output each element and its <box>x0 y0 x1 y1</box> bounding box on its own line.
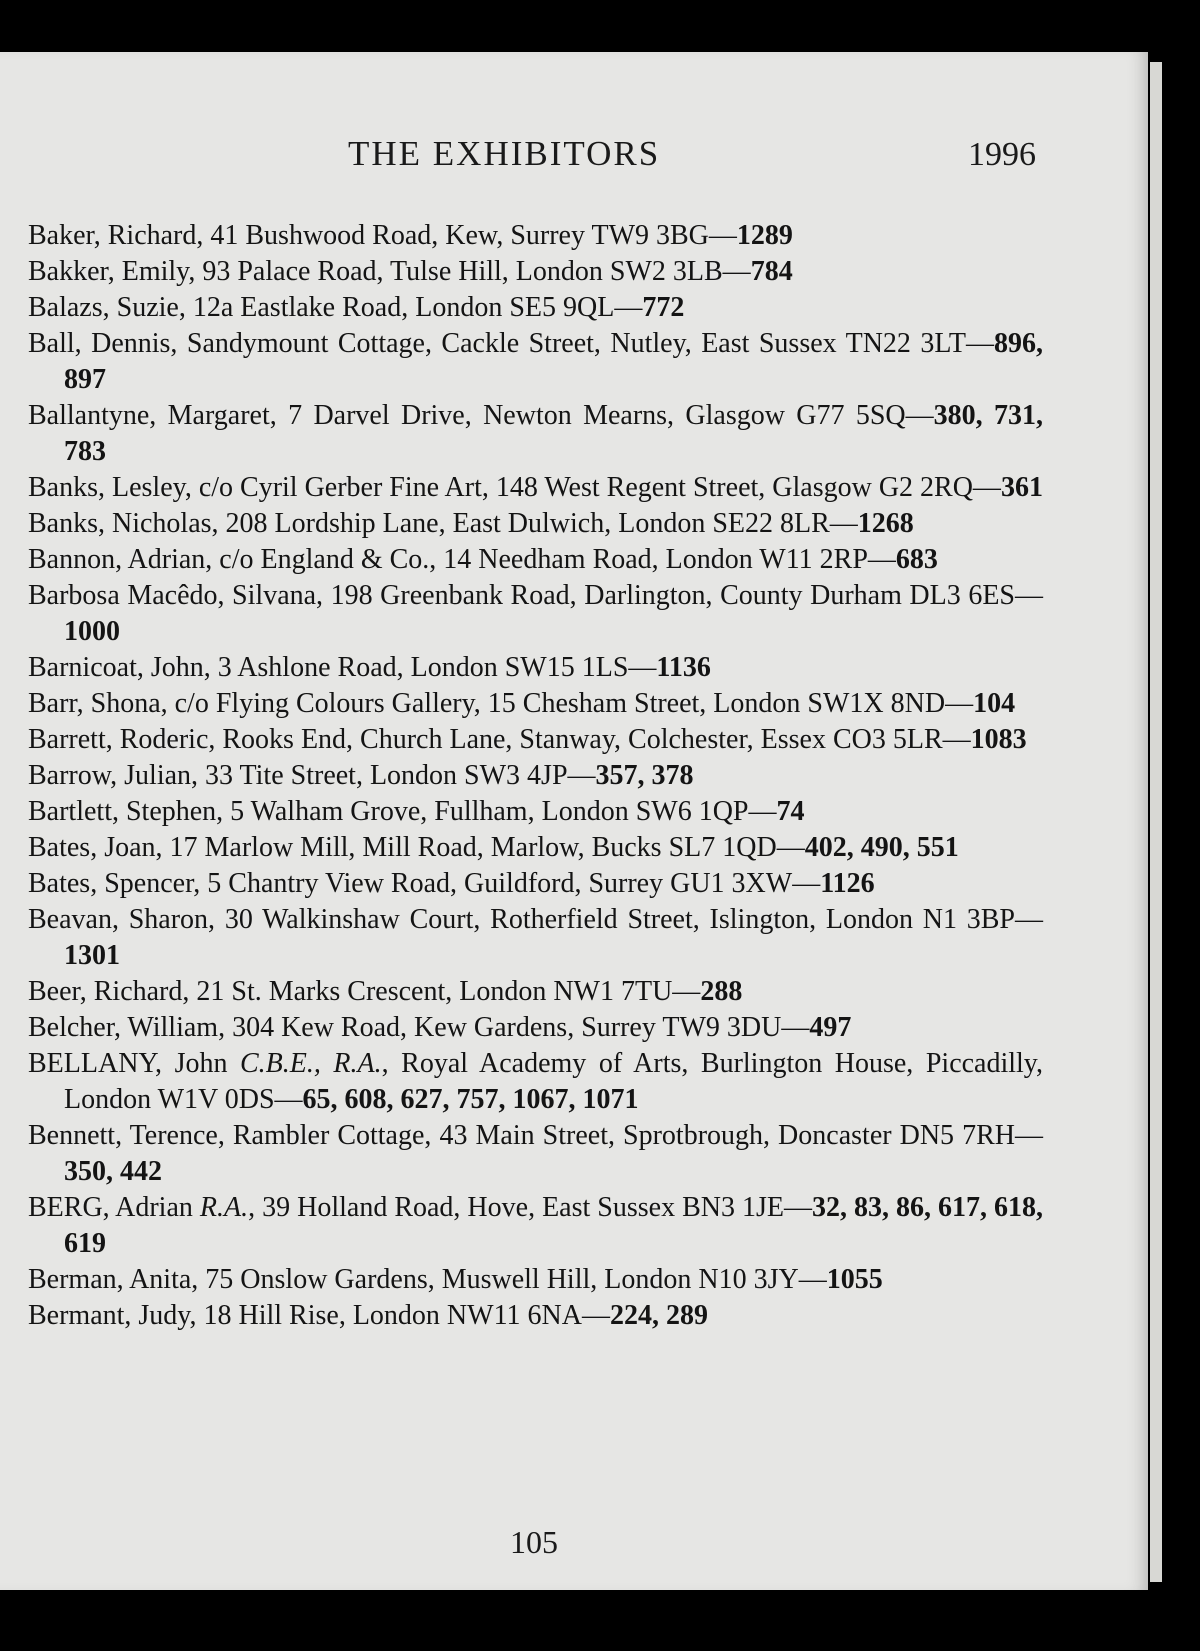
exhibitor-entry: Bannon, Adrian, c/o England & Co., 14 Needham Road, London W11 2RP—683 <box>28 544 938 575</box>
exhibitor-entry: Bakker, Emily, 93 Palace Road, Tulse Hill, London SW2 3LB—784 <box>28 256 793 287</box>
exhibitor-entry: Barnicoat, John, 3 Ashlone Road, London SW15 1LS—1136 <box>28 652 711 683</box>
page-edge <box>1150 62 1162 1582</box>
exhibitor-entry: BERG, Adrian R.A., 39 Holland Road, Hove, East Sussex BN3 1JE—32, 83, 86, 617, 618, 619 <box>28 1192 1043 1259</box>
exhibitor-entry: Barbosa Macêdo, Silvana, 198 Greenbank Road, Darlington, County Durham DL3 6ES—1000 <box>28 580 1043 647</box>
exhibitor-entry: Beavan, Sharon, 30 Walkinshaw Court, Rotherfield Street, Islington, London N1 3BP—1301 <box>28 904 1043 971</box>
exhibitor-entry: Balazs, Suzie, 12a Eastlake Road, London SE5 9QL—772 <box>28 292 685 323</box>
exhibitor-entry: Bates, Spencer, 5 Chantry View Road, Guildford, Surrey GU1 3XW—1126 <box>28 868 875 899</box>
exhibitor-entry: Ball, Dennis, Sandymount Cottage, Cackle Street, Nutley, East Sussex TN22 3LT—896, 897 <box>28 328 1043 395</box>
exhibitor-entry: Bennett, Terence, Rambler Cottage, 43 Main Street, Sprotbrough, Doncaster DN5 7RH—350, 442 <box>28 1120 1043 1187</box>
page-number: 105 <box>510 1524 558 1560</box>
exhibitor-entry: Barrow, Julian, 33 Tite Street, London SW3 4JP—357, 378 <box>28 760 694 791</box>
exhibitor-entry: Ballantyne, Margaret, 7 Darvel Drive, Newton Mearns, Glasgow G77 5SQ—380, 731, 783 <box>28 400 1044 467</box>
exhibitor-entry: BELLANY, John C.B.E., R.A., Royal Academy of Arts, Burlington House, Piccadilly, London W1V 0DS—65, 608, 627, 757, 1067, 1071 <box>28 1048 1043 1115</box>
exhibitor-entry: Berman, Anita, 75 Onslow Gardens, Muswell Hill, London N10 3JY—1055 <box>28 1264 883 1295</box>
running-title: THE EXHIBITORS <box>348 134 661 173</box>
exhibitor-entry: Bartlett, Stephen, 5 Walham Grove, Fullham, London SW6 1QP—74 <box>28 796 805 827</box>
exhibitor-entry: Beer, Richard, 21 St. Marks Crescent, London NW1 7TU—288 <box>28 976 743 1007</box>
year: 1996 <box>968 136 1036 173</box>
exhibitor-entry: Banks, Nicholas, 208 Lordship Lane, East Dulwich, London SE22 8LR—1268 <box>28 508 914 539</box>
exhibitor-list <box>28 218 1043 1334</box>
exhibitor-entry: Baker, Richard, 41 Bushwood Road, Kew, Surrey TW9 3BG—1289 <box>28 220 793 251</box>
exhibitor-entry: Bates, Joan, 17 Marlow Mill, Mill Road, Marlow, Bucks SL7 1QD—402, 490, 551 <box>28 832 959 863</box>
exhibitor-entry: Barrett, Roderic, Rooks End, Church Lane, Stanway, Colchester, Essex CO3 5LR—1083 <box>28 724 1027 755</box>
page-header <box>0 130 1060 180</box>
exhibitor-entry: Bermant, Judy, 18 Hill Rise, London NW11 6NA—224, 289 <box>28 1300 708 1331</box>
exhibitor-entry: Belcher, William, 304 Kew Road, Kew Gardens, Surrey TW9 3DU—497 <box>28 1012 852 1043</box>
exhibitor-entry: Barr, Shona, c/o Flying Colours Gallery, 15 Chesham Street, London SW1X 8ND—104 <box>28 688 1016 719</box>
exhibitor-entry: Banks, Lesley, c/o Cyril Gerber Fine Art, 148 West Regent Street, Glasgow G2 2RQ—361 <box>28 472 1043 503</box>
